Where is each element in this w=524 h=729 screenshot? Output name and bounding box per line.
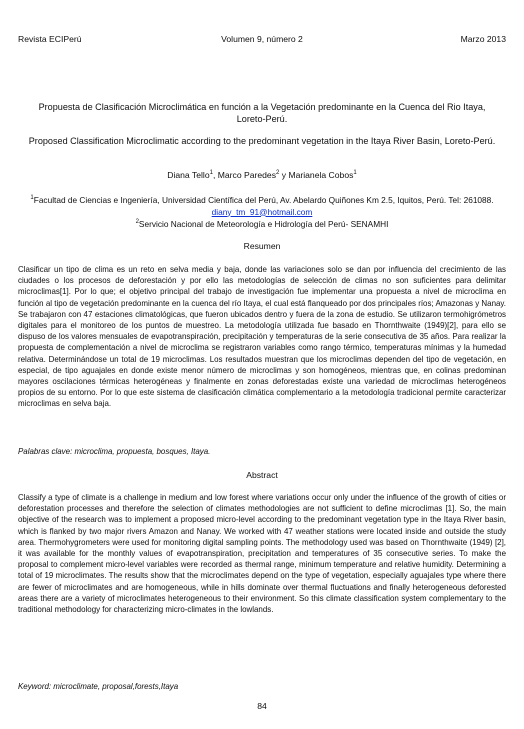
issue-date: Marzo 2013: [460, 34, 506, 44]
palabras-clave: Palabras clave: microclima, propuesta, bosques, Itaya.: [18, 447, 211, 456]
affiliation-mark: 1: [30, 195, 34, 202]
paper-title-spanish: Propuesta de Clasificación Microclimática en función a la Vegetación predominante en la Cuenca del Rio Itaya, Loreto-Perú.: [38, 102, 486, 124]
running-header: [18, 34, 506, 46]
affiliation-text: Servicio Nacional de Meteorología e Hidrología del Perú- SENAMHI: [138, 219, 389, 229]
author-name: Diana Tello: [167, 170, 210, 180]
abstract-body: Classify a type of climate is a challenge in medium and low forest where variations occur only under the influence of the growth of cities or deforestation processes and therefore the selection of climates methodologies are not sufficient to define microclimas [1]. So, the main objective of the research was to implement a proposed micro-level according to the predominant vegetation type in the Itaya River basin, which is flanked by two major rivers Amazon and Nanay. We worked with 47 weather stations were located inside and outside the study area. Thermohygrometers were used for monitoring digital sampling points. The methodology used was based on Thornthwaite (1949) [2], it was available for the monthly values of evapotranspiration, precipitation and temperatures of 35 consecutive series. To make the proposal to complement micro-level variables were recorded as thermal range, minimum temperature and relative humidity. Determining a total of 19 microclimates. The results show that the microclimates depend on the type of vegetation, especially aguajales type where there are fewer of microclimates and are homogeneous, while in hills dominate over thermal fluctuations and finally heterogeneous deforested areas there are a variety of microclimates heterogeneous to their environment. So this climate classification system complementary to the traditional methodology for characterizing micro-climates in the lowlands.: [18, 493, 506, 615]
keywords: Keyword: microclimate, proposal,forests,Itaya: [18, 682, 179, 691]
author-separator: y: [279, 170, 289, 180]
resumen-body: Clasificar un tipo de clima es un reto en selva media y baja, donde las variaciones solo se dan por influencia del crecimiento de las ciudades o los procesos de deforestación y por ello las metodologías de selección de climas no son suficientes para delimitar microclimas[1]. Por lo que; el objetivo principal del trabajo de investigación fue implementar una propuesta a nivel de microclima en función al tipo de vegetación predominante en la cuenca del río Itaya, el cual está flanqueado por dos principales ríos; Amazonas y Nanay. Se trabajaron con 47 estaciones climatológicas, que fueron ubicados dentro y fuera de la zona de estudio. Se utilizaron termohigrómetros digitales para el monitoreo de los puntos de muestreo. La metodología utilizada fue basado en Thornthwaite (1949)[2], para ello se dispuso de los valores mensuales de evapotranspiración, precipitación y temperaturas de la serie consecutiva de 35 años. Para realizar la propuesta de complementación a nivel de microclima se registraron variables como rango térmico, temperaturas mínimas y la humedad relativa. Determinándose un total de 19 microclimas. Los resultados muestran que los microclimas dependen del tipo de vegetación, en especial, de tipo aguajales en donde existe menor número de microclimas y son homogéneos, mientras que, en colinas predominan mayores oscilaciones térmicas heterogéneas y finalmente en zonas deforestadas existe una variedad de microclimas heterogéneos propios de su entorno. Por lo que este sistema de clasificación climática complementario a la metodología tradicional permite caracterizar microclimas en selva baja.: [18, 265, 506, 409]
author-name: Marianela Cobos: [288, 170, 354, 180]
affiliation-text: Facultad de Ciencias e Ingeniería, Universidad Científica del Perú, Av. Abelardo Quiñones Km 2.5, Iquitos, Perú. Tel: 261088.: [33, 195, 494, 205]
affiliation-mark: 2: [135, 219, 139, 226]
author-affiliation-mark: 1: [209, 170, 213, 177]
affiliation-1: [20, 195, 504, 218]
author-affiliation-mark: 1: [353, 170, 357, 177]
page-number: 84: [257, 701, 267, 711]
author-name: Marco Paredes: [217, 170, 277, 180]
affiliation-2: [20, 219, 504, 231]
journal-name: Revista ECIPerú: [18, 34, 82, 44]
author-separator: ,: [212, 170, 218, 180]
abstract-heading: Abstract: [246, 470, 278, 480]
paper-title-english: Proposed Classification Microclimatic according to the predominant vegetation in the Itaya River Basin, Loreto-Perú.: [28, 136, 496, 146]
resumen-heading: Resumen: [243, 241, 281, 251]
email-link[interactable]: diany_tm_91@hotmail.com: [211, 206, 313, 217]
author-list: [0, 170, 524, 180]
volume-issue: Volumen 9, número 2: [221, 34, 303, 44]
author-affiliation-mark: 2: [276, 170, 280, 177]
